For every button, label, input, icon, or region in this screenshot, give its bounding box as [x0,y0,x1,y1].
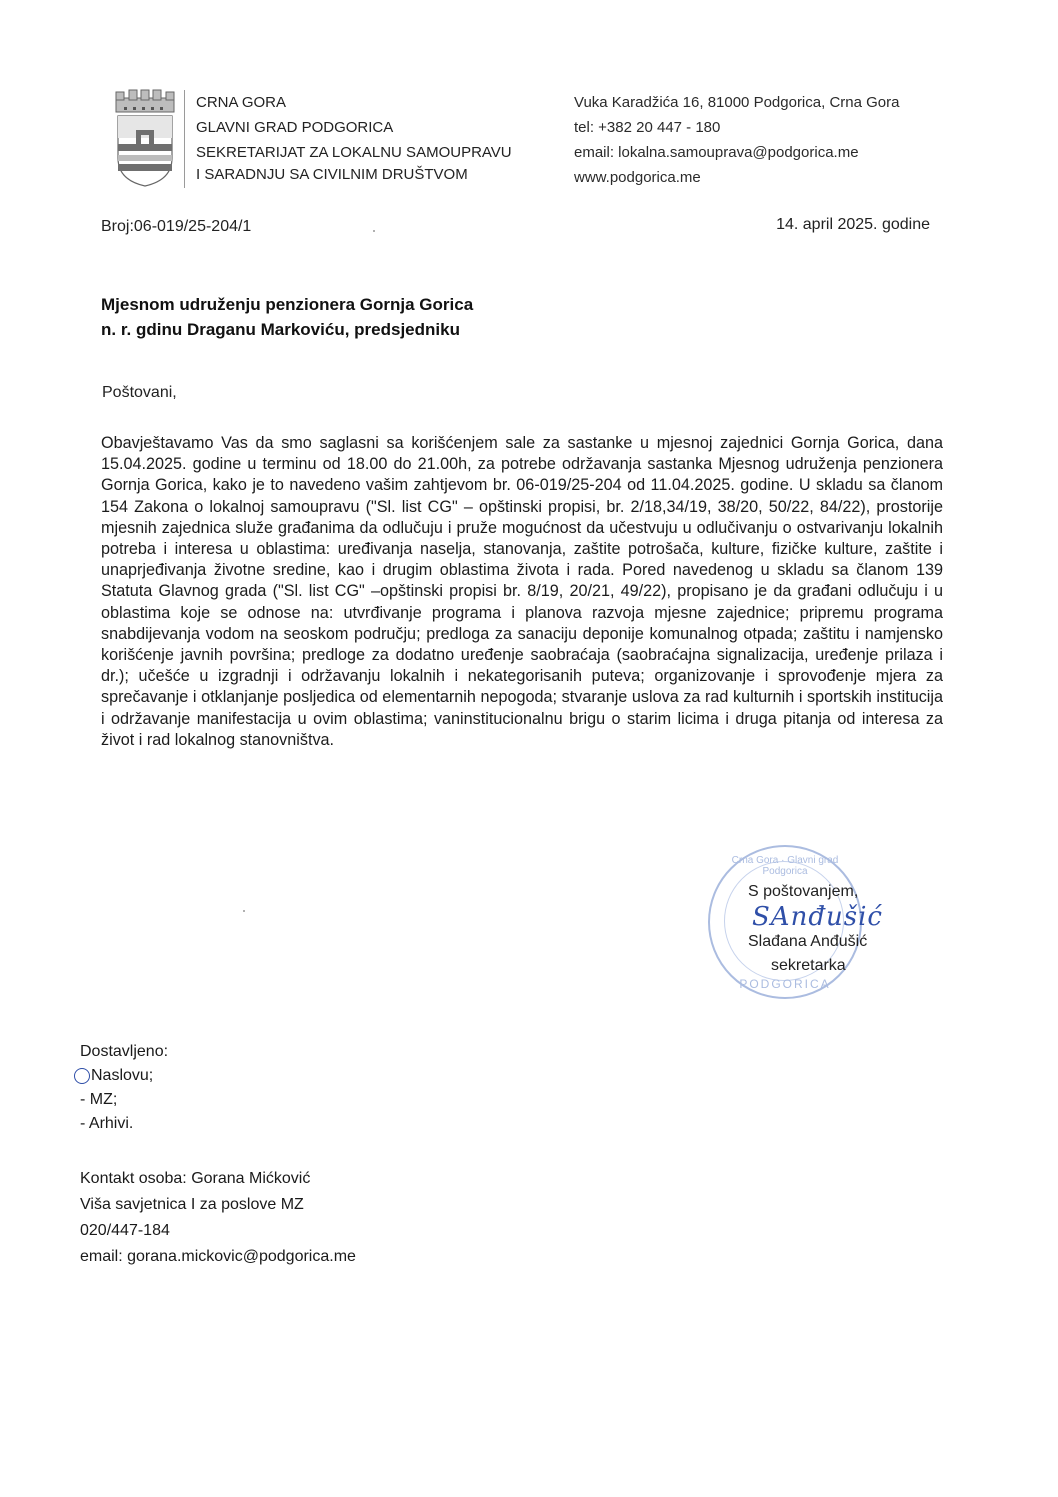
contact-email[interactable]: email: gorana.mickovic@podgorica.me [80,1248,356,1265]
delivery-item: Naslovu; [80,1064,168,1088]
stamp-top-text: Crna Gora · Glavni grad Podgorica [731,855,839,877]
closing-salutation: S poštovanjem, [748,883,859,900]
delivery-item: - Arhivi. [80,1115,134,1132]
issuer-contact-block [574,90,899,190]
signatory-title: sekretarka [771,957,846,974]
issuer-website[interactable]: www.podgorica.me [574,169,701,186]
handwritten-signature: SAnđušić [752,902,883,932]
recipient-line1: Mjesnom udruženju penzionera Gornja Gorica [101,295,474,314]
greeting: Poštovani, [102,384,177,401]
issuer-country: CRNA GORA [196,94,287,111]
scan-dot [243,910,245,912]
recipient-block [101,292,473,342]
issuer-tel: tel: +382 20 447 - 180 [574,119,721,136]
delivery-item: - MZ; [80,1091,118,1108]
contact-position: Viša savjetnica I za poslove MZ [80,1196,304,1213]
recipient-line2: n. r. gdinu Draganu Markoviću, predsjedniku [101,320,460,339]
body-paragraph: Obavještavamo Vas da smo saglasni sa korišćenjem sale za sastanke u mjesnoj zajednici Gornja Gorica, dana 15.04.2025. godine u terminu od 18.00 do 21.00h, za potrebe održavanja sastanka Mjesnog udruženja penzionera Gornja Gorica, kako je to navedeno vašim zahtjevom br. 06-019/25-204 od 11.04.2025. godine. U skladu sa članom 154 Zakona o lokalnoj samoupravu ("Sl. list CG" – opštinski propisi, br. 2/18,34/19, 38/20, 50/22, 84/22), prostorije mjesnih zajednica služe građanima da odlučuju i pruže mogućnost da učestvuju u odlučivanju o ostvarivanju lokalnih potreba i interesa u oblastima: uređivanja naselja, stanovanja, zaštite potrošača, kulture, fizičke kulture, zaštite i unaprjeđivanja životne sredine, kao i drugim oblastima života i rada. Pored navedenog u skladu sa članom 139 Statuta Glavnog grada ("Sl. list CG" –opštinski propisi br. 8/19, 20/21, 49/22), propisano je da građani odlučuju i u oblastima koje se odnose na: utvrđivanje programa i planova razvoja mjesne zajednice; pripremu programa snabdijevanja vodom na seoskom području; predloga za sanaciju deponije komunalnog otpada; zaštitu i namjensko korišćenje javnih površina; predloge za dodatno uređenje saobraćaja (saobraćajna signalizacija, uređenje prilaza i dr.); učešće u izgradnji i održavanju lokalnih i nekategorisanih puteva; organizovanje i sprovođenje mjera za sprečavanje i otklanjanje posljedica od elementarnih nepogoda; stvaranje uslova za rad kulturnih i sportskih institucija i održavanje manifestacija u ovim oblastima; vaninstitucionalnu brigu o starim licima i druga pitanja od interesa za život i rad lokalnog stanovništva. [101,434,943,749]
document-date: 14. april 2025. godine [776,216,930,233]
contact-block [80,1166,356,1270]
coat-of-arms-icon [112,88,178,188]
issuer-department-line2: I SARADNJU SA CIVILNIM DRUŠTVOM [196,166,468,183]
delivery-list [80,1040,168,1136]
contact-phone: 020/447-184 [80,1222,170,1239]
handwritten-circle-icon [74,1068,90,1084]
issuer-city: GLAVNI GRAD PODGORICA [196,119,394,136]
header-divider [184,90,185,188]
scan-dot [373,230,375,232]
signatory-name: Slađana Anđušić [748,933,868,950]
issuer-address: Vuka Karadžića 16, 81000 Podgorica, Crna Gora [574,94,900,111]
contact-person: Kontakt osoba: Gorana Mićković [80,1170,311,1187]
closing-block [748,880,883,978]
issuer-department-line1: SEKRETARIJAT ZA LOKALNU SAMOUPRAVU [196,144,512,161]
issuer-block [196,92,512,186]
delivery-heading: Dostavljeno: [80,1043,169,1060]
reference-number: Broj:06-019/25-204/1 [101,218,252,235]
issuer-email[interactable]: email: lokalna.samouprava@podgorica.me [574,144,859,161]
stamp-bottom-text: PODGORICA [739,977,831,991]
